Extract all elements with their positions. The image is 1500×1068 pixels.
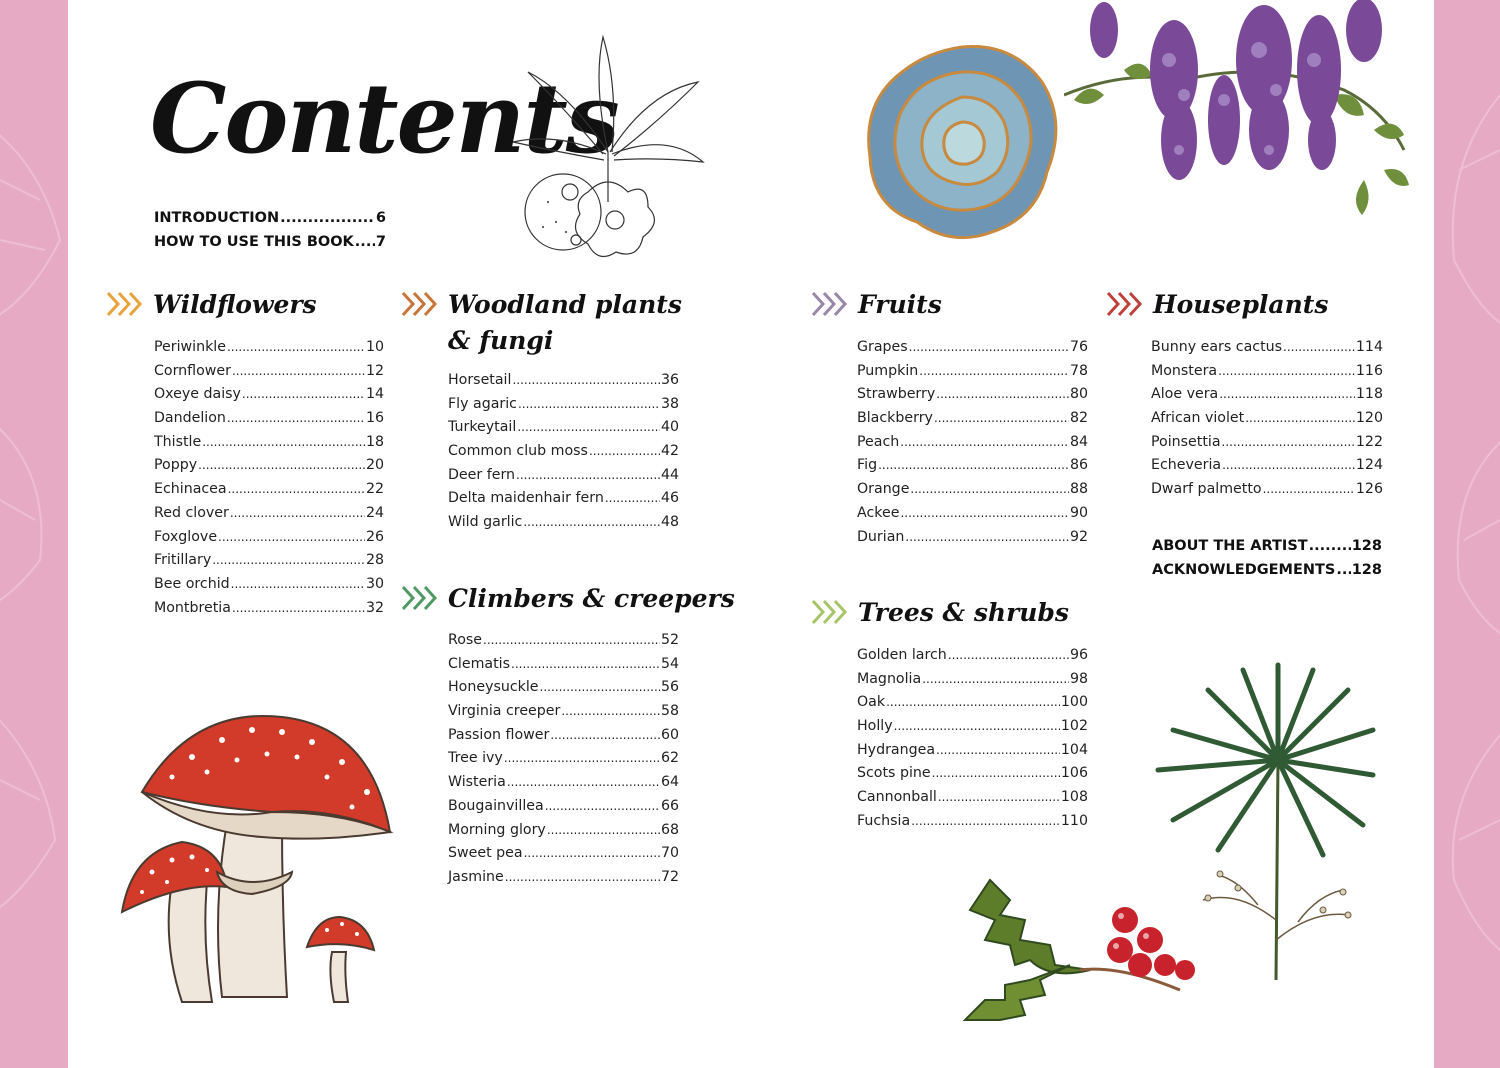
entry-page-number: 88 xyxy=(1069,481,1088,498)
leader-dots xyxy=(550,728,660,742)
entry-page-number: 24 xyxy=(365,504,384,521)
entry-name: Virginia creeper xyxy=(448,703,561,720)
front-matter-label: HOW TO USE THIS BOOK xyxy=(154,234,354,250)
section-title: Fruits xyxy=(858,290,942,319)
entry-page-number: 68 xyxy=(660,821,679,838)
turkeytail-fungus-icon xyxy=(862,42,1062,242)
leader-dots xyxy=(894,719,1060,733)
toc-entry xyxy=(154,505,384,529)
section-houseplants xyxy=(1105,288,1387,498)
section-title-line2: & fungi xyxy=(448,326,554,355)
entry-page-number: 40 xyxy=(660,419,679,436)
entry-page-number: 92 xyxy=(1069,528,1088,545)
entry-name: Foxglove xyxy=(154,528,218,545)
entry-name: Tree ivy xyxy=(448,750,503,767)
entry-name: Passion flower xyxy=(448,726,550,743)
entry-name: Bee orchid xyxy=(154,575,230,592)
leader-dots xyxy=(227,411,365,425)
entry-name: Thistle xyxy=(154,433,202,450)
section-title: Trees & shrubs xyxy=(858,598,1069,627)
entry-page-number: 12 xyxy=(365,362,384,379)
entry-page-number: 56 xyxy=(660,679,679,696)
entry-name: Bougainvillea xyxy=(448,797,544,814)
entry-page-number: 64 xyxy=(660,774,679,791)
entry-name: Dandelion xyxy=(154,410,226,427)
entry-name: Monstera xyxy=(1151,362,1218,379)
toc-entry xyxy=(448,419,679,443)
entry-page-number: 42 xyxy=(660,443,679,460)
entry-name: Sweet pea xyxy=(448,845,523,862)
entry-name: Magnolia xyxy=(857,670,922,687)
section-title: Climbers & creepers xyxy=(448,584,735,613)
entry-name: Oxeye daisy xyxy=(154,386,241,403)
toc-entry xyxy=(857,363,1088,387)
leader-dots xyxy=(910,482,1069,496)
toc-entry xyxy=(1151,363,1383,387)
left-page-border xyxy=(0,0,68,1068)
entry-name: Red clover xyxy=(154,504,229,521)
entry-name: Delta maidenhair fern xyxy=(448,490,604,507)
entry-name: Aloe vera xyxy=(1151,386,1219,403)
toc-entry xyxy=(857,339,1088,363)
toc-entry xyxy=(154,481,384,505)
entry-page-number: 80 xyxy=(1069,386,1088,403)
wisteria-icon xyxy=(1064,0,1424,230)
entry-name: Blackberry xyxy=(857,410,933,427)
chevron-arrows-icon xyxy=(810,598,850,626)
leader-dots xyxy=(228,482,365,496)
entry-page-number: 116 xyxy=(1355,362,1383,379)
leader-dots xyxy=(231,577,365,591)
entry-name: Morning glory xyxy=(448,821,546,838)
holly-icon xyxy=(960,870,1210,1030)
leader-dots xyxy=(545,799,660,813)
entry-page-number: 62 xyxy=(660,750,679,767)
entry-name: Clematis xyxy=(448,655,510,672)
entry-name: Wild garlic xyxy=(448,514,523,531)
entry-name: Horsetail xyxy=(448,372,512,388)
toc-entry xyxy=(154,363,384,387)
back-matter xyxy=(1152,538,1382,586)
toc-entry xyxy=(857,386,1088,410)
entry-list xyxy=(857,339,1088,552)
leader-dots xyxy=(483,633,660,647)
toc-entry xyxy=(857,813,1088,837)
leader-dots xyxy=(202,435,365,449)
entry-page-number: 122 xyxy=(1355,433,1383,450)
leader-dots xyxy=(1218,364,1355,378)
leader-dots xyxy=(516,468,660,482)
entry-page-number: 78 xyxy=(1069,362,1088,379)
toc-entry xyxy=(857,694,1088,718)
entry-name: Orange xyxy=(857,481,910,498)
toc-entry xyxy=(1151,434,1383,458)
right-page-border xyxy=(1434,0,1500,1068)
entry-page-number: 48 xyxy=(660,514,679,531)
leader-dots xyxy=(589,444,660,458)
entry-name: Honeysuckle xyxy=(448,679,539,696)
toc-entry xyxy=(448,656,679,680)
toc-entry xyxy=(448,727,679,751)
toc-entry xyxy=(448,679,679,703)
leader-dots xyxy=(934,411,1069,425)
toc-entry xyxy=(154,457,384,481)
leader-dots xyxy=(909,340,1069,354)
toc-entry xyxy=(154,552,384,576)
entry-page-number: 28 xyxy=(365,552,384,569)
leader-dots xyxy=(1219,387,1355,401)
toc-entry xyxy=(1151,481,1383,505)
entry-page-number: 18 xyxy=(365,433,384,450)
leader-dots xyxy=(523,515,660,529)
toc-entry xyxy=(154,410,384,434)
leader-dots xyxy=(1245,411,1355,425)
entry-name: Strawberry xyxy=(857,386,936,403)
toc-entry xyxy=(154,576,384,600)
entry-name: Wisteria xyxy=(448,774,506,791)
leader-dots xyxy=(605,491,660,505)
entry-page-number: 90 xyxy=(1069,504,1088,521)
toc-entry xyxy=(448,845,679,869)
entry-page-number: 30 xyxy=(365,575,384,592)
entry-name: Common club moss xyxy=(448,443,588,460)
toc-entry xyxy=(857,481,1088,505)
section-wildflowers xyxy=(105,288,387,616)
toc-entry xyxy=(1151,339,1383,363)
leader-dots xyxy=(878,458,1069,472)
entry-page-number: 84 xyxy=(1069,433,1088,450)
entry-name: Golden larch xyxy=(857,647,947,663)
toc-entry xyxy=(448,372,679,396)
entry-name: Jasmine xyxy=(448,868,504,885)
back-matter-label: ACKNOWLEDGEMENTS xyxy=(1152,562,1336,578)
toc-entry xyxy=(857,789,1088,813)
toc-entry xyxy=(448,467,679,491)
leader-dots xyxy=(518,397,660,411)
entry-name: Dwarf palmetto xyxy=(1151,481,1262,498)
toc-entry xyxy=(857,434,1088,458)
entry-page-number: 32 xyxy=(365,599,384,616)
toc-entry xyxy=(448,774,679,798)
entry-page-number: 102 xyxy=(1060,718,1088,735)
monstera-pattern-icon xyxy=(1434,0,1500,1068)
toc-entry xyxy=(154,339,384,363)
toc-entry xyxy=(154,386,384,410)
entry-page-number: 22 xyxy=(365,481,384,498)
leader-dots xyxy=(932,766,1060,780)
toc-entry xyxy=(154,600,384,624)
leader-dots xyxy=(355,234,375,250)
front-matter xyxy=(154,210,386,258)
section-fruits xyxy=(810,288,1092,545)
entry-page-number: 82 xyxy=(1069,410,1088,427)
toc-entry xyxy=(448,822,679,846)
toc-entry xyxy=(857,505,1088,529)
entry-name: Scots pine xyxy=(857,765,931,782)
entry-name: Poinsettia xyxy=(1151,433,1221,450)
entry-page-number: 118 xyxy=(1355,386,1383,403)
entry-page-number: 98 xyxy=(1069,670,1088,687)
entry-page-number: 10 xyxy=(365,339,384,355)
leader-dots xyxy=(936,387,1069,401)
leader-dots xyxy=(1222,435,1355,449)
entry-page-number: 46 xyxy=(660,490,679,507)
section-trees-shrubs xyxy=(810,596,1092,829)
entry-page-number: 96 xyxy=(1069,647,1088,663)
toc-entry xyxy=(857,529,1088,553)
leader-dots xyxy=(232,364,365,378)
toc-entry xyxy=(448,750,679,774)
entry-page-number: 110 xyxy=(1060,812,1088,829)
entry-page-number: 108 xyxy=(1060,789,1088,806)
entry-name: Fig xyxy=(857,457,878,474)
entry-page-number: 104 xyxy=(1060,741,1088,758)
toc-entry xyxy=(448,798,679,822)
toc-entry xyxy=(1151,386,1383,410)
leader-dots xyxy=(517,420,660,434)
leader-dots xyxy=(547,823,660,837)
fly-agaric-mushroom-icon xyxy=(112,712,402,1012)
monstera-pattern-icon xyxy=(0,0,68,1068)
entry-page-number: 38 xyxy=(660,395,679,412)
entry-list xyxy=(154,339,384,623)
entry-list xyxy=(857,647,1088,837)
entry-name: Poppy xyxy=(154,457,198,474)
leader-dots xyxy=(886,695,1060,709)
leader-dots xyxy=(938,790,1060,804)
entry-page-number: 54 xyxy=(660,655,679,672)
entry-name: Fly agaric xyxy=(448,395,517,412)
toc-entry xyxy=(857,718,1088,742)
entry-name: Deer fern xyxy=(448,466,516,483)
leader-dots xyxy=(540,680,660,694)
entry-list xyxy=(448,632,679,893)
leader-dots xyxy=(198,458,365,472)
leader-dots xyxy=(218,530,365,544)
entry-page-number: 106 xyxy=(1060,765,1088,782)
leader-dots xyxy=(212,553,365,567)
section-title-line1: Woodland plants xyxy=(448,290,682,319)
toc-entry xyxy=(857,410,1088,434)
entry-name: Peach xyxy=(857,433,900,450)
entry-name: Echinacea xyxy=(154,481,227,498)
leader-dots xyxy=(561,704,660,718)
entry-page-number: 86 xyxy=(1069,457,1088,474)
toc-entry xyxy=(448,632,679,656)
entry-page-number: 100 xyxy=(1060,694,1088,711)
entry-page-number: 70 xyxy=(660,845,679,862)
leader-dots xyxy=(905,530,1069,544)
leader-dots xyxy=(911,814,1060,828)
toc-entry xyxy=(448,396,679,420)
front-matter-page: 6 xyxy=(375,210,386,226)
toc-entry xyxy=(857,765,1088,789)
entry-page-number: 72 xyxy=(660,868,679,885)
entry-page-number: 76 xyxy=(1069,339,1088,355)
entry-page-number: 44 xyxy=(660,466,679,483)
toc-entry xyxy=(448,514,679,538)
entry-name: Fuchsia xyxy=(857,812,911,829)
entry-page-number: 14 xyxy=(365,386,384,403)
entry-name: Bunny ears cactus xyxy=(1151,339,1283,355)
back-matter-page: 128 xyxy=(1351,538,1382,554)
leader-dots xyxy=(1283,340,1355,354)
leader-dots xyxy=(1222,458,1355,472)
chevron-arrows-icon xyxy=(1105,290,1145,318)
front-matter-row xyxy=(154,234,386,258)
entry-page-number: 126 xyxy=(1355,481,1383,498)
entry-page-number: 20 xyxy=(365,457,384,474)
leader-dots xyxy=(1309,538,1351,554)
chevron-arrows-icon xyxy=(810,290,850,318)
leader-dots xyxy=(512,373,659,387)
back-matter-page: 128 xyxy=(1351,562,1382,578)
leader-dots xyxy=(230,506,365,520)
entry-name: Rose xyxy=(448,632,483,648)
leader-dots xyxy=(922,672,1069,686)
entry-name: Oak xyxy=(857,694,886,711)
front-matter-row xyxy=(154,210,386,234)
entry-name: Pumpkin xyxy=(857,362,919,379)
chevron-arrows-icon xyxy=(400,584,440,612)
entry-page-number: 36 xyxy=(660,372,679,388)
leader-dots xyxy=(280,210,375,226)
entry-name: Cornflower xyxy=(154,362,231,379)
leader-dots xyxy=(1263,482,1355,496)
section-title: Wildflowers xyxy=(153,290,317,319)
leader-dots xyxy=(948,648,1069,662)
entry-page-number: 52 xyxy=(660,632,679,648)
toc-entry xyxy=(154,529,384,553)
toc-entry xyxy=(1151,410,1383,434)
section-title: Houseplants xyxy=(1153,290,1329,319)
leader-dots xyxy=(507,775,660,789)
toc-entry xyxy=(448,490,679,514)
entry-name: Durian xyxy=(857,528,905,545)
leader-dots xyxy=(232,601,365,615)
entry-list xyxy=(1151,339,1383,505)
front-matter-label: INTRODUCTION xyxy=(154,210,280,226)
leader-dots xyxy=(936,743,1060,757)
entry-page-number: 114 xyxy=(1355,339,1383,355)
entry-list xyxy=(448,372,679,538)
entry-name: Grapes xyxy=(857,339,908,355)
entry-name: Fritillary xyxy=(154,552,212,569)
leader-dots xyxy=(900,506,1069,520)
flower-sketch-icon xyxy=(508,32,708,272)
back-matter-label: ABOUT THE ARTIST xyxy=(1152,538,1308,554)
entry-name: Ackee xyxy=(857,504,900,521)
entry-name: Holly xyxy=(857,718,893,735)
leader-dots xyxy=(505,870,660,884)
leader-dots xyxy=(242,387,365,401)
entry-page-number: 58 xyxy=(660,703,679,720)
entry-page-number: 16 xyxy=(365,410,384,427)
front-matter-page: 7 xyxy=(375,234,386,250)
leader-dots xyxy=(919,364,1069,378)
leader-dots xyxy=(900,435,1069,449)
toc-entry xyxy=(857,457,1088,481)
entry-name: Montbretia xyxy=(154,599,231,616)
entry-page-number: 124 xyxy=(1355,457,1383,474)
section-woodland-plants xyxy=(400,288,682,531)
toc-entry xyxy=(857,742,1088,766)
leader-dots xyxy=(524,846,660,860)
page-title: Contents xyxy=(150,62,618,175)
entry-name: Hydrangea xyxy=(857,741,936,758)
chevron-arrows-icon xyxy=(400,290,440,318)
toc-entry xyxy=(857,647,1088,671)
entry-name: Turkeytail xyxy=(448,419,517,436)
leader-dots xyxy=(227,340,365,354)
chevron-arrows-icon xyxy=(105,290,145,318)
section-climbers xyxy=(400,582,735,885)
entry-name: Periwinkle xyxy=(154,339,226,355)
entry-page-number: 26 xyxy=(365,528,384,545)
entry-page-number: 120 xyxy=(1355,410,1383,427)
entry-page-number: 60 xyxy=(660,726,679,743)
entry-name: African violet xyxy=(1151,410,1245,427)
leader-dots xyxy=(511,657,660,671)
back-matter-row xyxy=(1152,562,1382,586)
entry-name: Echeveria xyxy=(1151,457,1222,474)
leader-dots xyxy=(1336,562,1350,578)
leader-dots xyxy=(504,751,660,765)
toc-entry xyxy=(448,443,679,467)
entry-name: Cannonball xyxy=(857,789,937,806)
back-matter-row xyxy=(1152,538,1382,562)
toc-entry xyxy=(448,703,679,727)
toc-entry xyxy=(448,869,679,893)
toc-entry xyxy=(154,434,384,458)
toc-entry xyxy=(857,671,1088,695)
entry-page-number: 66 xyxy=(660,797,679,814)
toc-entry xyxy=(1151,457,1383,481)
